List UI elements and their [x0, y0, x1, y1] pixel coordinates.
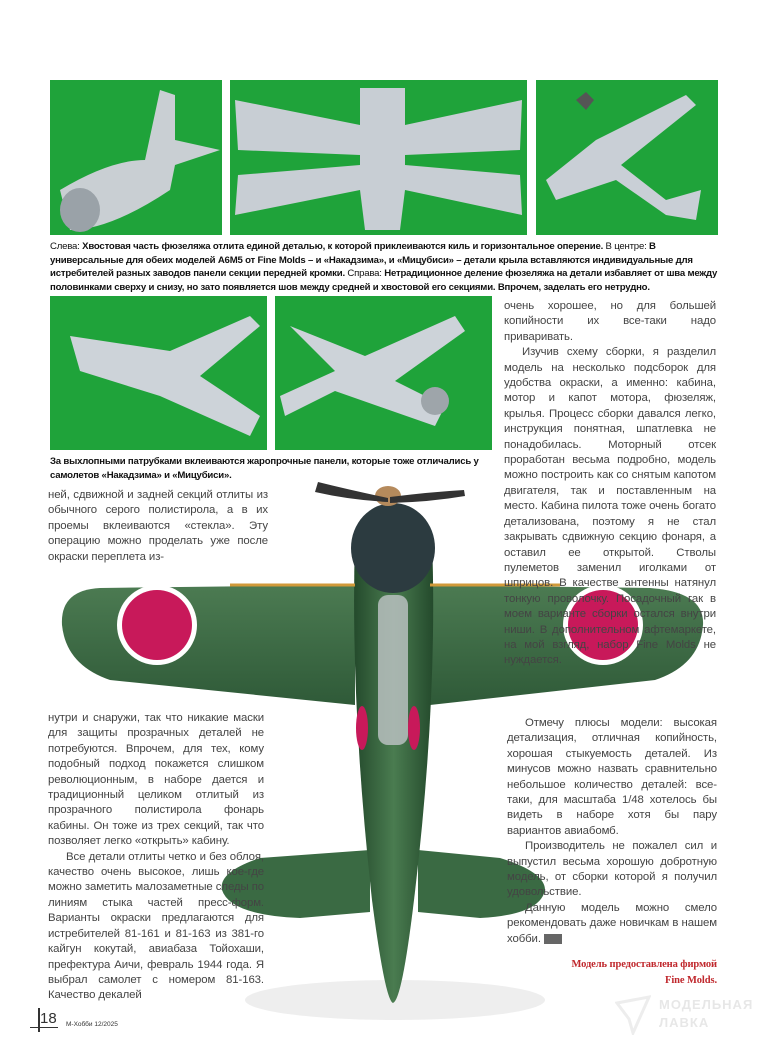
caption-center-label: В центре:: [605, 241, 647, 252]
paragraph: очень хорошее, но для большей копийности их все-таки надо приваривать.: [504, 300, 716, 343]
photo-exhaust-panels-1: [50, 296, 267, 450]
article-left-column-1: [48, 488, 268, 565]
paragraph: нутри и снаружи, так что никакие маски для защиты прозрачных деталей не потребуются. Впрочем, для тех, кому подобный подход покажется слишком революционным, в наборе дается и традиционный целиком отлитый из прозрачного полистирола фонарь кабины. Он тоже из трех секций, так что позволяет легко «открыть» кабину.: [48, 712, 264, 848]
magazine-end-mark-icon: [544, 934, 562, 944]
photo-tail-section: [50, 80, 222, 235]
watermark-logo: [615, 995, 775, 1037]
caption-top: [50, 240, 720, 294]
caption-right-label: Справа:: [347, 268, 382, 279]
caption-right-text: Нетрадиционное деление фюзеляжа на детали избавляет от шва между половинками сверху и снизу, но зато появляется шов между средней и хвостовой его секциями. Впрочем, заделать его нетрудно.: [50, 268, 718, 293]
article-right-column-1: [504, 299, 716, 669]
watermark-line-2: ЛАВКА: [659, 1015, 710, 1030]
paragraph: [507, 901, 717, 947]
hinomaru-fuselage-left: [356, 706, 368, 750]
paragraph: ней, сдвижной и задней секций отлиты из обычного серого полистирола, а в их проемы вклеиваются «стекла». Эту операцию можно проделать уже после окраски переплета из-: [48, 489, 268, 563]
page-number: 18: [40, 1010, 57, 1027]
article-right-column-2: [507, 716, 717, 989]
watermark-line-1: МОДЕЛЬНАЯ: [659, 997, 754, 1012]
caption-left-label: Слева:: [50, 241, 80, 252]
caption-middle-text: За выхлопными патрубками вклеиваются жаропрочные панели, которые тоже отличались у самолетов «Накадзима» и «Мицубиси».: [50, 456, 479, 481]
paragraph: Все детали отлиты четко и без облоя, качество очень высокое, лишь кое-где можно заметить малозаметные следы по линиям стыка частей пресс-форм. Варианты окраски предлагаются для истребителей 81-161 и 81-163 из 381-го кайгун кокутай, авиабаза Тойохаши, префектура Аичи, февраль 1944 года. Я выбрал самолет с номером 81-163. Качество декалей: [48, 850, 264, 1002]
photo-fuselage-assembled: [536, 80, 718, 235]
credit-line-2: Fine Molds.: [665, 975, 717, 987]
caption-center-text: В универсальные для обеих моделей A6M5 от Fine Molds – и «Накадзима», и «Мицубиси» – детали крыла вставляются индивидуальные для истребителей разных заводов панели секции передней кромки.: [50, 241, 693, 279]
caption-middle: [50, 455, 490, 482]
paragraph: Производитель не пожалел сил и выпустил весьма хорошую добротную модель, от сборки которой я получил удовольствие.: [507, 840, 717, 899]
caption-left-text: Хвостовая часть фюзеляжа отлита единой деталью, к которой приклеиваются киль и горизонтальное оперение.: [82, 241, 604, 252]
article-left-column-2: [48, 711, 264, 1004]
paper-plane-icon: [615, 995, 651, 1035]
issue-label: M-Хобби 12/2025: [66, 1021, 118, 1028]
closing-sentence: Данную модель можно смело рекомендовать даже новичкам в нашем хобби.: [507, 901, 717, 945]
photo-wing-parts: [230, 80, 527, 235]
cockpit-canopy: [378, 595, 408, 745]
left-wing: [62, 585, 355, 705]
page-number-rule-horizontal: [30, 1027, 58, 1028]
model-credit: [507, 957, 717, 989]
cowling: [351, 503, 435, 593]
photo-exhaust-panels-2: [275, 296, 492, 450]
paragraph: Отмечу плюсы модели: высокая детализация, отличная копийность, хорошая стыкуемость деталей. Из минусов можно назвать сравнительно небольшое количество деталей: все-таки, для масштаба 1/48 хотелось бы видеть в наборе хотя бы пару вариантов авиабомб.: [507, 717, 717, 837]
credit-line-1: Модель предоставлена фирмой: [571, 959, 717, 971]
spinner: [375, 486, 401, 506]
paragraph: Изучив схему сборки, я разделил модель на несколько подсборок для удобства окраски, а именно: кабина, мотор и капот мотора, фюзеляж, крылья. Процесс сборки давался легко, инструкция понятная, шпатлевка не понадобилась. Моторный отсек проработан весьма подробно, модель можно построить как со снятым капотом двигателя, так и поставленным на место. Кабина пилота тоже очень богато детализована, поэтому я не стал закрывать сдвижную секцию фонаря, а оставил ее открытой. Стволы пулеметов заменил иголками от шприцов. В качестве антенны натянул тонкую проволочку. Посадочный гак в моем варианте сборки остался внутри ниши. В дополнительном афтемаркете, на мой взгляд, набор Fine Molds не нуждается.: [504, 346, 716, 667]
hinomaru-fuselage-right: [408, 706, 420, 750]
hinomaru-left: [122, 590, 192, 660]
